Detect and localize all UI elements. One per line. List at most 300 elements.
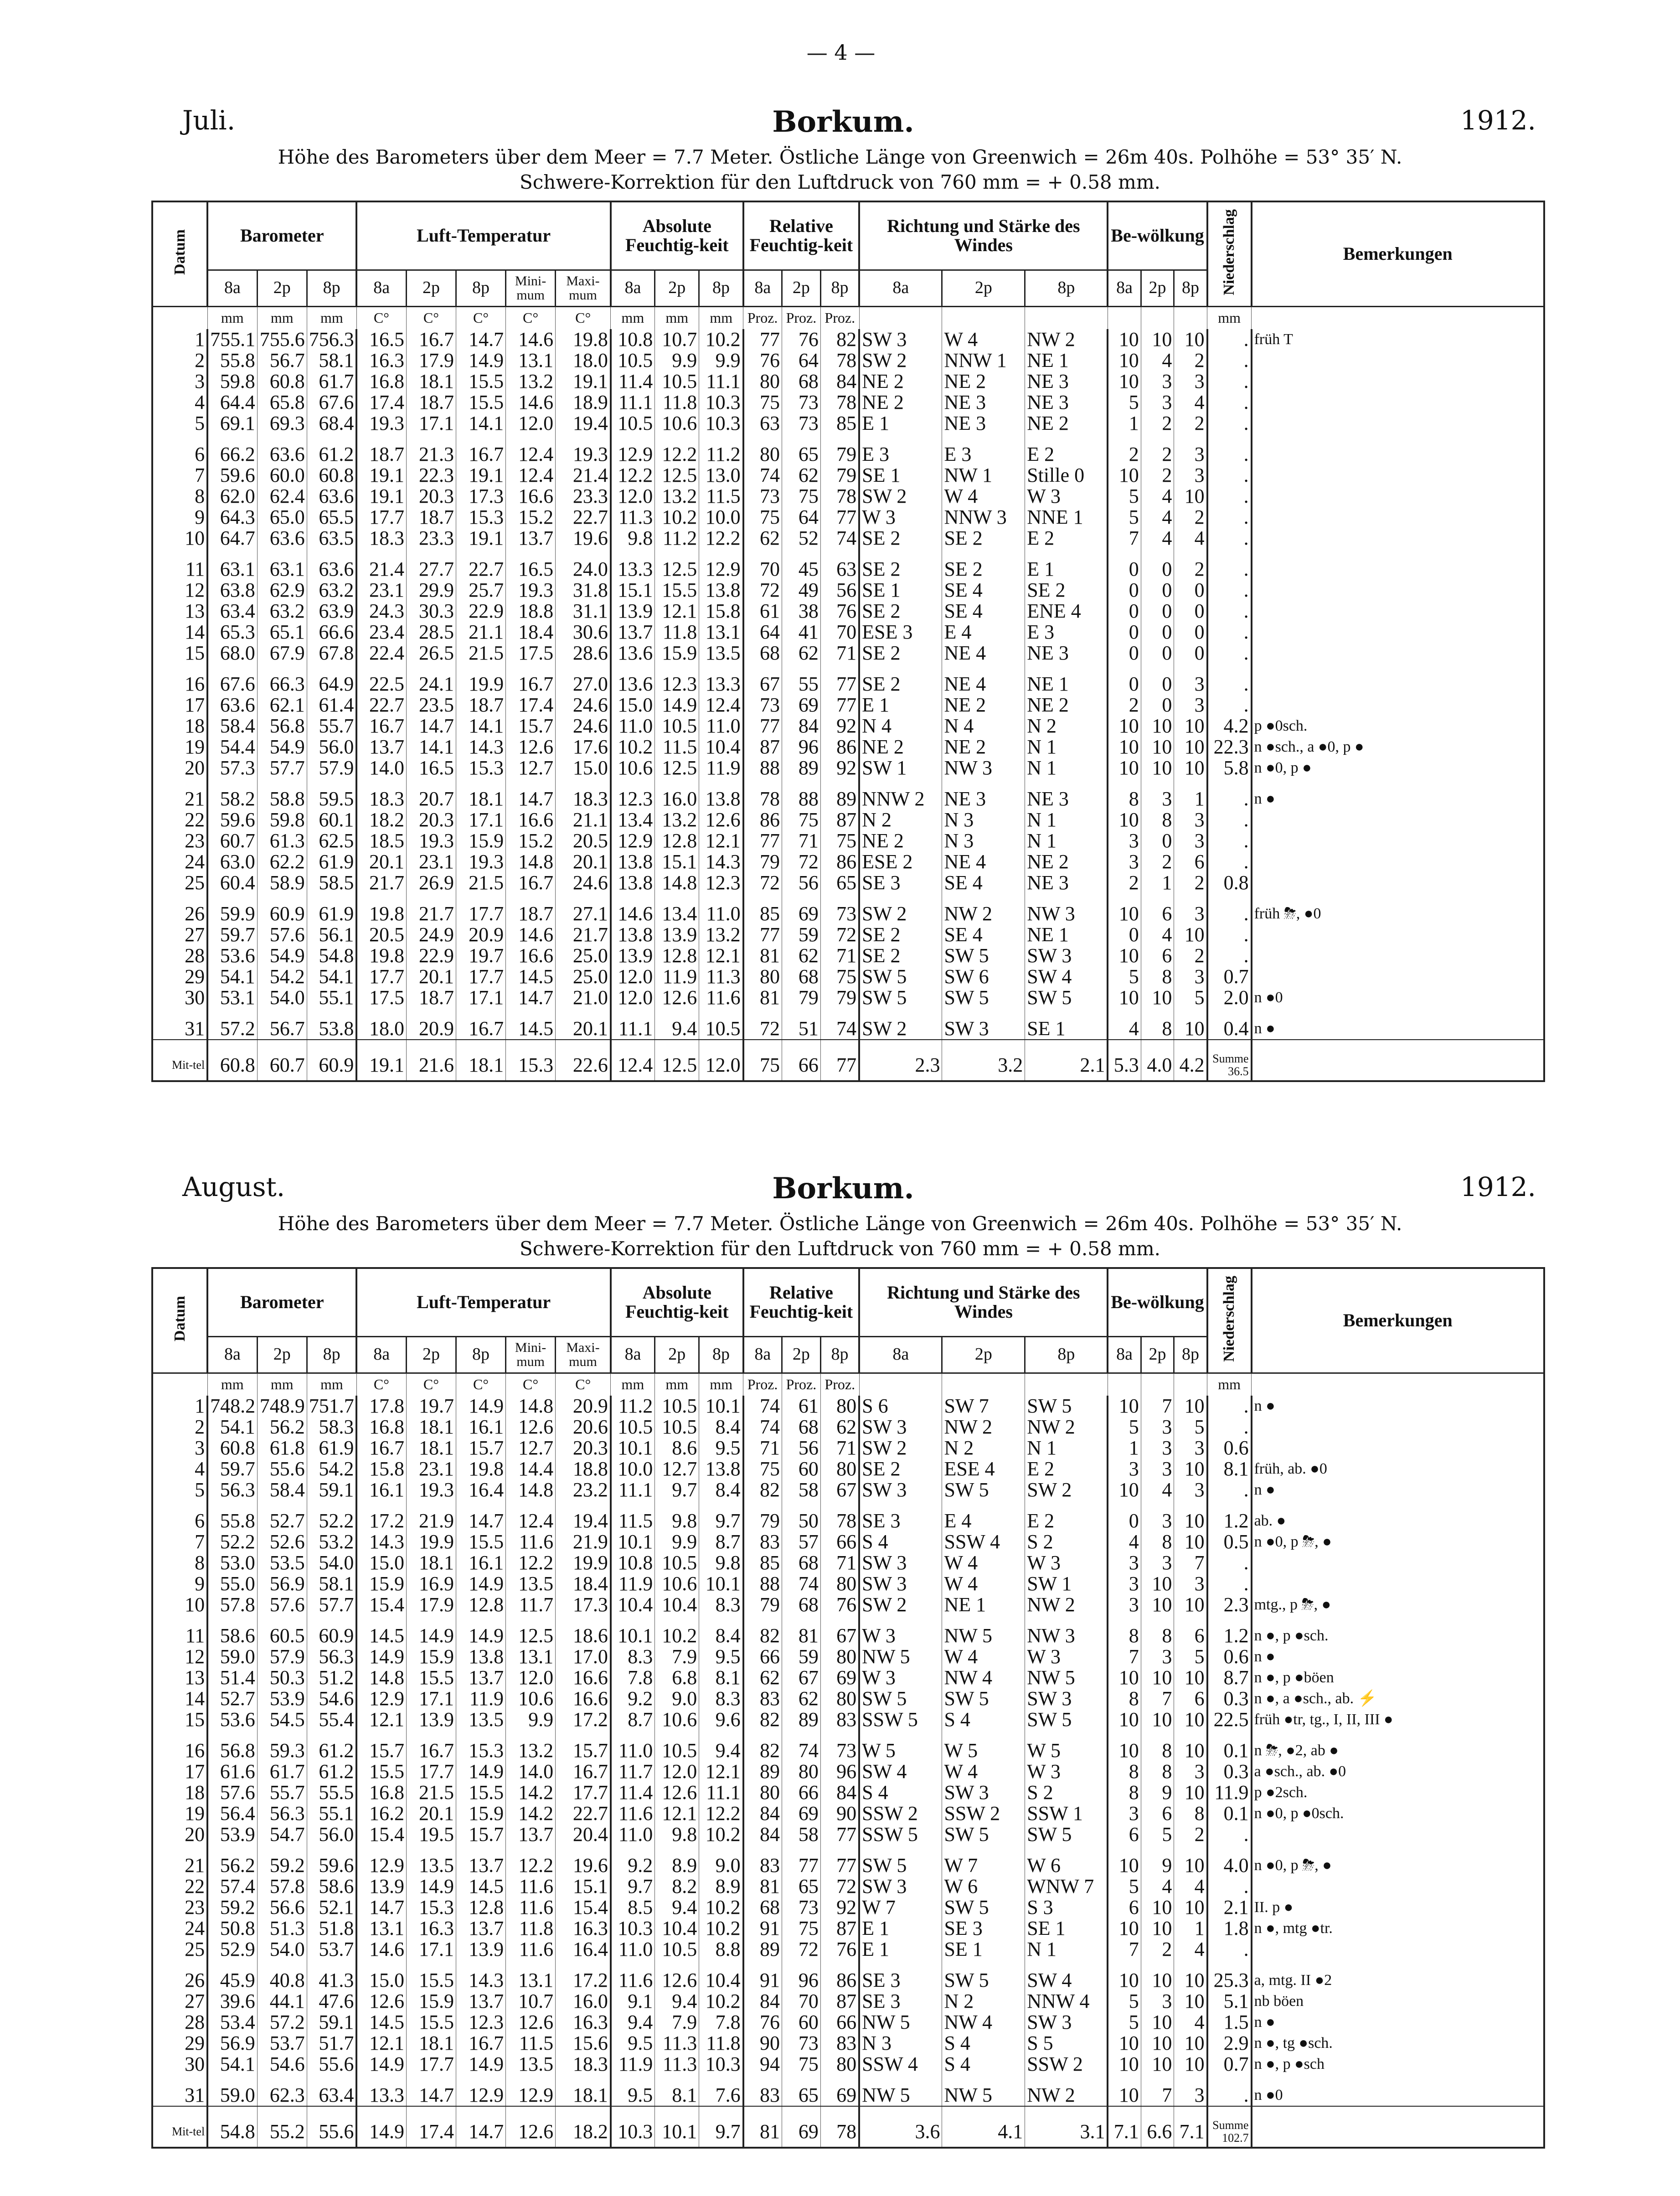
cell: . <box>1207 1573 1252 1594</box>
subheader-h8p: 8p <box>1174 270 1207 306</box>
unit-label <box>1141 1373 1174 1396</box>
cell: 45 <box>782 549 821 580</box>
mean-cell: 55.2 <box>257 2106 307 2148</box>
cell: 16.3 <box>556 2012 611 2033</box>
cell: 87 <box>820 1991 859 2012</box>
cell: 24 <box>185 851 205 872</box>
cell: 21 <box>185 787 205 809</box>
cell: 13.7 <box>506 1824 556 1845</box>
cell: 25.0 <box>556 966 611 987</box>
cell: SW 3 <box>1025 945 1108 966</box>
cell: 53.8 <box>307 1008 356 1040</box>
cell: 11.1 <box>699 1782 743 1803</box>
cell: 60.9 <box>307 1615 356 1646</box>
cell: 82 <box>743 1730 782 1761</box>
cell: a, mtg. II ●2 <box>1252 1960 1544 1991</box>
cell: 3 <box>1174 830 1207 851</box>
cell: SW 1 <box>859 758 942 778</box>
cell: 28 <box>185 2011 205 2033</box>
cell: 12.9 <box>456 2075 506 2106</box>
cell: 12.9 <box>356 1688 406 1709</box>
unit-label <box>1174 306 1207 329</box>
cell: 0 <box>1141 622 1174 643</box>
cell: 54.9 <box>257 737 307 758</box>
cell: 13.7 <box>456 1991 506 2012</box>
table-row <box>152 1709 1544 1730</box>
mean-cell: 9.7 <box>699 2106 743 2148</box>
cell: SE 2 <box>942 549 1025 580</box>
cell: 17.3 <box>556 1594 611 1615</box>
cell: W 5 <box>859 1730 942 1761</box>
cell: 12.2 <box>506 1845 556 1876</box>
cell: 3 <box>1174 695 1207 716</box>
subheader-h2: 2p <box>782 270 821 306</box>
cell: 74 <box>820 528 859 549</box>
cell: 66 <box>820 1531 859 1552</box>
cell: 14.7 <box>456 1500 506 1531</box>
cell: 12.2 <box>699 1803 743 1824</box>
cell: SW 6 <box>942 966 1025 987</box>
cell: 0.7 <box>1207 2054 1252 2075</box>
cell: 41.3 <box>307 1960 356 1991</box>
cell: 11.0 <box>611 1824 655 1845</box>
table-row <box>152 2033 1544 2054</box>
cell: 61.6 <box>207 1761 257 1782</box>
table-row <box>152 528 1544 549</box>
cell: 10 <box>1108 2075 1141 2106</box>
cell: E 4 <box>942 622 1025 643</box>
subheader-h8: 8a <box>743 270 782 306</box>
cell: 15.5 <box>456 1531 506 1552</box>
header-luft-temperatur: Luft-Temperatur <box>356 1268 610 1336</box>
cell: 70 <box>782 1991 821 2012</box>
cell: 12.0 <box>506 1667 556 1688</box>
cell: 67 <box>820 1479 859 1500</box>
cell: 10 <box>1174 737 1207 758</box>
cell: 60.4 <box>207 872 257 893</box>
cell: 10.5 <box>655 1552 699 1573</box>
cell: 13 <box>185 1667 205 1688</box>
cell: 56.4 <box>207 1803 257 1824</box>
mean-cell: 4.2 <box>1174 1040 1207 1081</box>
table-row <box>152 2075 1544 2106</box>
cell: 54.1 <box>207 2054 257 2075</box>
cell: 55.7 <box>257 1782 307 1803</box>
cell: 8.4 <box>699 1417 743 1438</box>
cell: . <box>1207 1479 1252 1500</box>
cell: 13.9 <box>611 601 655 622</box>
cell: 748.2 <box>207 1396 257 1417</box>
cell: 0 <box>1174 580 1207 601</box>
cell: 11.5 <box>611 1500 655 1531</box>
cell: 14.0 <box>356 758 406 778</box>
cell: 57 <box>782 1531 821 1552</box>
cell: 16.6 <box>556 1667 611 1688</box>
cell: . <box>1207 1396 1252 1417</box>
cell: 16.1 <box>456 1552 506 1573</box>
table-row <box>152 716 1544 737</box>
cell: 16.0 <box>556 1991 611 2012</box>
cell: 10.3 <box>699 413 743 434</box>
cell: 73 <box>820 893 859 924</box>
cell: 1.2 <box>1207 1615 1252 1646</box>
cell: 16.7 <box>506 872 556 893</box>
cell: 10.2 <box>655 507 699 528</box>
cell: 12.8 <box>456 1594 506 1615</box>
cell: 76 <box>782 329 821 350</box>
cell: 16.5 <box>506 549 556 580</box>
cell: 57.2 <box>257 2012 307 2033</box>
cell: 21.7 <box>406 893 456 924</box>
cell: 0 <box>1141 664 1174 695</box>
cell: 61 <box>782 1396 821 1417</box>
cell: 10.6 <box>506 1688 556 1709</box>
cell: 54.2 <box>307 1459 356 1479</box>
mean-cell: 14.9 <box>356 2106 406 2148</box>
cell: 8 <box>1141 1531 1174 1552</box>
cell: 23 <box>185 830 205 851</box>
subheader-h8p: 8p <box>820 1336 859 1373</box>
cell: 10 <box>1141 1709 1174 1730</box>
cell: 45.9 <box>207 1960 257 1991</box>
cell: 14.7 <box>356 1897 406 1918</box>
cell: 2 <box>1108 695 1141 716</box>
cell: 3 <box>1141 392 1174 413</box>
cell: 64 <box>782 350 821 371</box>
mean-cell <box>1252 1040 1544 1081</box>
cell: 58.1 <box>307 350 356 371</box>
cell: 19.3 <box>506 580 556 601</box>
cell: 83 <box>743 1845 782 1876</box>
cell: 61.7 <box>257 1761 307 1782</box>
cell: 62 <box>820 1417 859 1438</box>
cell: 90 <box>820 1803 859 1824</box>
cell: n ● <box>1252 778 1544 809</box>
cell: 23.4 <box>356 622 406 643</box>
cell: 23.1 <box>356 580 406 601</box>
cell: 55.1 <box>307 987 356 1008</box>
cell: 10.4 <box>699 737 743 758</box>
cell: 4 <box>1174 392 1207 413</box>
cell: 8 <box>1108 1782 1141 1803</box>
cell: 53.0 <box>207 1552 257 1573</box>
cell: 0.1 <box>1207 1730 1252 1761</box>
cell: 17.4 <box>356 392 406 413</box>
cell: 61.2 <box>307 1730 356 1761</box>
cell: SW 3 <box>859 1552 942 1573</box>
cell: 4 <box>195 1458 205 1479</box>
cell: 10 <box>1108 1730 1141 1761</box>
cell: 63.2 <box>257 601 307 622</box>
cell: 60.1 <box>307 809 356 830</box>
cell: 14 <box>185 621 205 643</box>
cell: . <box>1207 601 1252 622</box>
cell: 2 <box>1174 945 1207 966</box>
subheader-h8: 8a <box>1108 1336 1141 1373</box>
cell: 18.7 <box>406 507 456 528</box>
cell: 80 <box>820 1459 859 1479</box>
cell: früh ⛈, ●0 <box>1252 893 1544 924</box>
cell: II. p ● <box>1252 1897 1544 1918</box>
cell: 13.9 <box>356 1876 406 1897</box>
cell: 4 <box>1141 350 1174 371</box>
cell: 7 <box>195 464 205 486</box>
cell: 60.8 <box>307 465 356 486</box>
cell: 58.9 <box>257 872 307 893</box>
cell: 14.8 <box>356 1667 406 1688</box>
cell: 74 <box>743 1417 782 1438</box>
cell: 60.0 <box>257 465 307 486</box>
cell: 65.5 <box>307 507 356 528</box>
subheader-h8: 8a <box>356 1336 406 1373</box>
cell: 17.7 <box>456 893 506 924</box>
cell: SSW 1 <box>1025 1803 1108 1824</box>
cell: 58.2 <box>207 778 257 809</box>
cell: 3 <box>1141 1646 1174 1667</box>
cell: 2 <box>195 1416 205 1438</box>
cell: 57.9 <box>257 1646 307 1667</box>
cell: 16.9 <box>406 1573 456 1594</box>
cell: 56.0 <box>307 737 356 758</box>
cell: 72 <box>743 1008 782 1040</box>
cell: 15.5 <box>456 371 506 392</box>
cell: NW 3 <box>1025 1615 1108 1646</box>
cell: 59.9 <box>207 893 257 924</box>
subheader-h8p: 8p <box>1025 270 1108 306</box>
subheader-h8: 8a <box>207 1336 257 1373</box>
cell: 3 <box>1141 1459 1174 1479</box>
cell: 20.9 <box>556 1396 611 1417</box>
cell: 64.4 <box>207 392 257 413</box>
cell: 88 <box>782 778 821 809</box>
cell: SE 2 <box>859 664 942 695</box>
cell: 17.7 <box>406 1761 456 1782</box>
cell: 14.8 <box>655 872 699 893</box>
cell: mtg., p ⛈, ● <box>1252 1594 1544 1615</box>
cell: 65.8 <box>257 392 307 413</box>
station-name: Borkum. <box>772 105 914 139</box>
cell: 64.3 <box>207 507 257 528</box>
cell: . <box>1207 392 1252 413</box>
subheader-h2: 2p <box>782 1336 821 1373</box>
cell: 56 <box>820 580 859 601</box>
cell: 19.3 <box>406 1479 456 1500</box>
cell: 17.6 <box>556 737 611 758</box>
cell: n ●, p ●böen <box>1252 1667 1544 1688</box>
cell: 24 <box>185 1918 205 1939</box>
cell: E 2 <box>1025 1459 1108 1479</box>
cell: 6 <box>1174 851 1207 872</box>
table-row <box>152 987 1544 1008</box>
cell: 64.9 <box>307 664 356 695</box>
cell: 10 <box>1108 350 1141 371</box>
cell: 18.7 <box>506 893 556 924</box>
cell: 10 <box>1141 987 1174 1008</box>
cell: 78 <box>820 1500 859 1531</box>
cell: 10.2 <box>699 1824 743 1845</box>
cell: 17.7 <box>406 2054 456 2075</box>
cell: 9.2 <box>611 1688 655 1709</box>
cell: 18.7 <box>406 392 456 413</box>
subheader-h2: 2p <box>406 1336 456 1373</box>
cell: 82 <box>820 329 859 350</box>
cell: 31.8 <box>556 580 611 601</box>
cell: 14.6 <box>356 1939 406 1960</box>
cell: 10 <box>1174 924 1207 945</box>
cell: 15.7 <box>356 1730 406 1761</box>
cell: 27 <box>185 1990 205 2012</box>
cell: 57.4 <box>207 1876 257 1897</box>
unit-label: mm <box>207 1373 257 1396</box>
cell: 4 <box>1174 1939 1207 1960</box>
cell: SW 5 <box>942 1960 1025 1991</box>
cell: 16.7 <box>456 434 506 465</box>
cell: 56.6 <box>257 1897 307 1918</box>
cell: 9.6 <box>699 1709 743 1730</box>
cell: 2 <box>1141 851 1174 872</box>
cell: 73 <box>743 695 782 716</box>
subheader-h8: 8a <box>207 270 257 306</box>
table-row <box>152 1615 1544 1646</box>
cell: W 4 <box>942 1646 1025 1667</box>
cell: 8.1 <box>699 1667 743 1688</box>
cell: n ● <box>1252 1479 1544 1500</box>
cell: 15.1 <box>556 1876 611 1897</box>
cell: SW 2 <box>859 893 942 924</box>
cell: 59.1 <box>307 1479 356 1500</box>
mean-cell: 19.1 <box>356 1040 406 1081</box>
cell: 6 <box>1174 1615 1207 1646</box>
cell: NW 2 <box>942 893 1025 924</box>
cell: 8 <box>195 485 205 507</box>
cell: NE 1 <box>942 1594 1025 1615</box>
cell: p ●0sch. <box>1252 716 1544 737</box>
cell: SW 5 <box>942 1688 1025 1709</box>
cell: W 6 <box>942 1876 1025 1897</box>
cell: 19.4 <box>556 1500 611 1531</box>
cell: 5 <box>1108 1991 1141 2012</box>
unit-label <box>1025 1373 1108 1396</box>
cell: 10.5 <box>655 716 699 737</box>
cell: SE 4 <box>942 924 1025 945</box>
cell: 9.5 <box>699 1646 743 1667</box>
cell: 59.0 <box>207 1646 257 1667</box>
cell: 14.9 <box>406 1876 456 1897</box>
cell <box>1252 392 1544 413</box>
cell: 62 <box>782 945 821 966</box>
cell: 27.7 <box>406 549 456 580</box>
subheader-h2: 2p <box>406 270 456 306</box>
cell: 58 <box>782 1479 821 1500</box>
month-label: Juli. <box>182 105 236 136</box>
cell: ENE 4 <box>1025 601 1108 622</box>
cell: SW 3 <box>1025 1688 1108 1709</box>
unit-label: mm <box>1207 1373 1252 1396</box>
cell: 18.4 <box>506 622 556 643</box>
cell: N 1 <box>1025 809 1108 830</box>
cell: n ●, p ●sch <box>1252 2054 1544 2075</box>
cell: 53.4 <box>207 2012 257 2033</box>
cell: 10.5 <box>611 1417 655 1438</box>
cell: SW 4 <box>1025 966 1108 987</box>
table-row <box>152 1417 1544 1438</box>
cell: 2.0 <box>1207 987 1252 1008</box>
cell: 54.9 <box>257 945 307 966</box>
cell: 21.5 <box>406 1782 456 1803</box>
cell <box>1252 945 1544 966</box>
cell: 61.8 <box>257 1438 307 1459</box>
cell: 92 <box>820 716 859 737</box>
cell: 11.9 <box>699 758 743 778</box>
cell: 87 <box>820 809 859 830</box>
cell: 8 <box>1141 966 1174 987</box>
subheader-h8: 8a <box>611 270 655 306</box>
cell: 75 <box>743 1459 782 1479</box>
cell: W 5 <box>942 1730 1025 1761</box>
cell: N 4 <box>859 716 942 737</box>
cell: 24.9 <box>406 924 456 945</box>
cell: 59.6 <box>307 1845 356 1876</box>
cell: 12.6 <box>506 2012 556 2033</box>
cell: 2 <box>1141 465 1174 486</box>
cell: 13.8 <box>699 778 743 809</box>
cell: 80 <box>782 1761 821 1782</box>
cell: 26.5 <box>406 643 456 664</box>
cell: 61.9 <box>307 893 356 924</box>
cell: 11.1 <box>699 371 743 392</box>
unit-label <box>942 306 1025 329</box>
cell: 17.0 <box>556 1646 611 1667</box>
cell: NW 5 <box>942 2075 1025 2106</box>
cell: 20.3 <box>406 809 456 830</box>
cell: SSW 5 <box>859 1824 942 1845</box>
cell: 76 <box>820 1939 859 1960</box>
cell <box>1252 549 1544 580</box>
cell: 67.8 <box>307 643 356 664</box>
cell: 20.3 <box>556 1438 611 1459</box>
month-label: August. <box>182 1171 285 1202</box>
cell: 755.6 <box>257 329 307 350</box>
cell: 10 <box>1174 1845 1207 1876</box>
mean-cell: 18.2 <box>556 2106 611 2148</box>
cell: 2 <box>1141 434 1174 465</box>
cell: 17.5 <box>356 987 406 1008</box>
cell: 22.9 <box>456 601 506 622</box>
cell: 23.3 <box>556 486 611 507</box>
cell: 0 <box>1141 830 1174 851</box>
table-row <box>152 851 1544 872</box>
cell: 25 <box>185 1938 205 1960</box>
cell: 18.1 <box>406 1417 456 1438</box>
cell: 14.3 <box>699 851 743 872</box>
cell: . <box>1207 622 1252 643</box>
cell: 20.9 <box>456 924 506 945</box>
cell: . <box>1207 507 1252 528</box>
cell: SSW 5 <box>859 1709 942 1730</box>
year-label: 1912. <box>1460 1171 1536 1202</box>
subheader-min: Mini-mum <box>506 1336 556 1373</box>
cell: SE 2 <box>859 945 942 966</box>
cell: 18.7 <box>406 987 456 1008</box>
cell: 81 <box>743 987 782 1008</box>
cell: 69 <box>782 893 821 924</box>
table-row <box>152 758 1544 778</box>
header-niederschlag: Niederschlag <box>1207 1268 1252 1373</box>
cell: . <box>1207 809 1252 830</box>
mean-cell: 81 <box>743 2106 782 2148</box>
cell: 54.1 <box>207 966 257 987</box>
cell: N 3 <box>942 830 1025 851</box>
